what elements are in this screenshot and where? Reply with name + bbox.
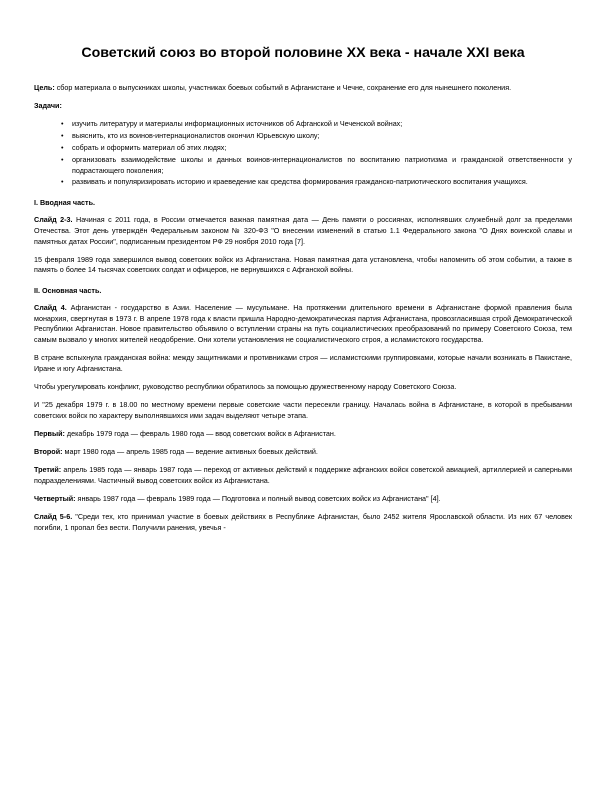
list-item: • организовать взаимодействие школы и данных воинов-интернационалистов по воспитанию патриотизма и гражданской ответственности у подрастающего поколения; bbox=[72, 155, 572, 177]
paragraph-feb-15: 15 февраля 1989 года завершился вывод советских войск из Афганистана. Новая памятная дата установлена, чтобы напомнить об этом событии, а также в память о более 14 тысячах советских солдат и офицеров, не вернувшихся с Афганской войны. bbox=[34, 254, 572, 275]
stage-3-label: Третий: bbox=[34, 465, 62, 475]
section-heading-intro: I. Вводная часть. bbox=[34, 198, 95, 208]
goal-label: Цель: bbox=[34, 83, 55, 93]
goal-text: сбор материала о выпускниках школы, участниках боевых событий в Афганистане и Чечне, сохранение его для нынешнего поколения. bbox=[54, 83, 512, 93]
goal-paragraph bbox=[34, 83, 572, 94]
tasks-list bbox=[34, 119, 572, 188]
list-item: • изучить литературу и материалы информационных источников об Афганской и Чеченской войнах; bbox=[72, 119, 572, 130]
list-item: • собрать и оформить материал об этих людях; bbox=[72, 143, 572, 154]
slide-2-3-paragraph bbox=[34, 215, 572, 247]
stage-4-paragraph bbox=[34, 494, 572, 505]
stage-2-paragraph bbox=[34, 447, 572, 458]
list-item: • выяснить, кто из воинов-интернационалистов окончил Юрьевскую школу; bbox=[72, 131, 572, 142]
page-title: Советский союз во второй половине XX века - начале XXI века bbox=[81, 45, 525, 61]
stage-4-text: январь 1987 года — февраль 1989 года — Подготовка и полный вывод советских войск из Афганистана" [4]. bbox=[75, 494, 441, 504]
slide-4-text: Афганистан - государство в Азии. Население — мусульмане. На протяжении длительного времени в Афганистане формой правления была монархия, свергнутая в 1973 г. В апреле 1978 года к власти пришла Народно-демократическая партия Афганистана, провозгласившая строй Демократической Республики Афганистан. Новое правительство объявило о вступлении страны на путь социалистических преобразований по примеру Советского Союза, тем самым вызвало у многих жителей неодобрение. Они хотели установления не социалистического строя, а исламистского государства. bbox=[34, 303, 573, 345]
slide-5-6-text: "Среди тех, кто принимал участие в боевых действиях в Республике Афганистан, было 2452 жителя Ярославской области. Из них 67 человек погибли, 1 пропал без вести. Получили ранения, увечья - bbox=[34, 512, 572, 532]
slide-5-6-paragraph bbox=[34, 512, 572, 533]
slide-2-3-label: Слайд 2-3. bbox=[34, 215, 73, 225]
stage-3-text: апрель 1985 года — январь 1987 года — переход от активных действий к поддержке афганских войск советской авиацией, артиллерией и саперными подразделениями. Частичный вывод советских войск из Афганистана. bbox=[34, 465, 572, 485]
stage-2-text: март 1980 года — апрель 1985 года — ведение активных боевых действий. bbox=[62, 447, 318, 457]
slide-4-paragraph bbox=[34, 303, 572, 346]
slide-5-6-label: Слайд 5-6. bbox=[34, 512, 73, 522]
section-heading-main: II. Основная часть. bbox=[34, 286, 102, 296]
tasks-label: Задачи: bbox=[34, 101, 62, 111]
stage-1-text: декабрь 1979 года — февраль 1980 года — ввод советских войск в Афганистан. bbox=[64, 428, 336, 438]
slide-2-3-text: Начиная с 2011 года, в России отмечается важная памятная дата — День памяти о россиянах, исполнявших служебный долг за пределами Отечества. Этот день утверждён Федеральным законом № 320-ФЗ "О внесении изменений в статью 1.1 Федерального закона "О Днях воинской славы и памятных датах России", подписанным президентом РФ 29 ноября 2010 года [7]. bbox=[34, 215, 572, 246]
stage-1-paragraph bbox=[34, 429, 572, 440]
stage-2-label: Второй: bbox=[34, 447, 63, 457]
paragraph-settlement: Чтобы урегулировать конфликт, руководство республики обратилось за помощью дружественному народу Советского Союза. bbox=[34, 381, 457, 391]
paragraph-dec-25: И "25 декабря 1979 г. в 18.00 по местному времени первые советские части пересекли границу. Началась война в Афганистане, в которой в пребывании советских войск по характеру выполнявшихся ими задач выделяют четыре этапа. bbox=[34, 400, 572, 420]
paragraph-civil-war: В стране вспыхнула гражданская война: между защитниками и противниками строя — исламистскими группировками, которые начали возникать в Пакистане, Иране и югу Афганистана. bbox=[34, 353, 572, 373]
stage-3-paragraph bbox=[34, 465, 572, 486]
stage-4-label: Четвертый: bbox=[34, 494, 76, 504]
stage-1-label: Первый: bbox=[34, 428, 65, 438]
slide-4-label: Слайд 4. bbox=[34, 303, 67, 313]
list-item: • развивать и популяризировать историю и краеведение как средства формирования гражданско-патриотического воспитания учащихся. bbox=[72, 177, 572, 188]
tasks-label-paragraph bbox=[34, 101, 572, 112]
